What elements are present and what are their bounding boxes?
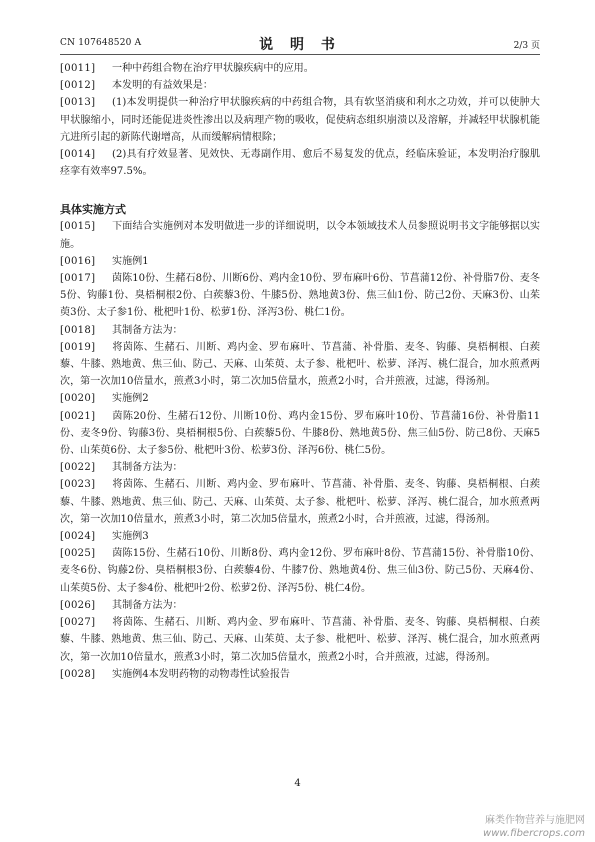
- paragraph: [60, 614, 540, 666]
- paragraph-text: 其制备方法为：: [112, 599, 183, 611]
- paragraph: [60, 476, 540, 528]
- paragraph: [60, 339, 540, 391]
- paragraph: [60, 146, 540, 180]
- paragraph-number: [0024]: [60, 531, 96, 543]
- paragraph-number: [0011]: [60, 63, 96, 74]
- paragraph-text: 实施例1: [112, 255, 149, 267]
- paragraph-number: [0026]: [60, 599, 96, 611]
- patent-number: CN 107648520 A: [60, 38, 142, 48]
- paragraph-number: [0025]: [60, 548, 96, 560]
- paragraph-text: 实施例4本发明药物的动物毒性试验报告: [112, 668, 291, 680]
- paragraph-text: 一种中药组合物在治疗甲状腺疾病中的应用。: [112, 63, 314, 74]
- watermark: [483, 814, 585, 840]
- paragraph-text: 茵陈20份、生赭石12份、川断10份、鸡内金15份、罗布麻叶10份、节菖蒲16份、补骨脂11份、麦冬9份、钩藤3份、臭梧桐根5份、白蒺藜5份、牛膝8份、熟地黄5份、焦三仙5份、防己8份、天麻5份、山茱萸6份、太子参5份、枇杷叶3份、松萝3份、泽泻6份、桃仁5份。: [60, 410, 540, 457]
- paragraph-text: 将茵陈、生赭石、川断、鸡内金、罗布麻叶、节菖蒲、补骨脂、麦冬、钩藤、臭梧桐根、白蒺藜、牛膝、熟地黄、焦三仙、防己、天麻、山茱萸、太子参、枇杷叶、松萝、泽泻、桃仁混合，加水煎煮两次，第一次加10倍量水，煎煮3小时，第二次加5倍量水，煎煮2小时，合并煎液，过滤，得汤剂。: [60, 479, 540, 525]
- document-title: 说 明 书: [259, 37, 341, 53]
- paragraph-number: [0012]: [60, 80, 96, 92]
- document-body: [60, 60, 540, 683]
- paragraph-text: 其制备方法为：: [112, 462, 183, 474]
- page-info: 2/3 页: [513, 41, 540, 51]
- paragraph-text: 其制备方法为：: [112, 324, 183, 336]
- section-spacer: [60, 180, 540, 201]
- paragraph: [60, 597, 540, 614]
- watermark-line2: www.fibercrops.com: [483, 828, 585, 839]
- paragraph: [60, 459, 540, 476]
- paragraph: [60, 270, 540, 322]
- paragraph: [60, 253, 540, 270]
- paragraph-number: [0022]: [60, 462, 96, 474]
- paragraph-number: [0023]: [60, 479, 96, 491]
- paragraph: [60, 94, 540, 146]
- paragraph-number: [0019]: [60, 341, 96, 353]
- paragraph: [60, 528, 540, 545]
- paragraph-text: 本发明的有益效果是：: [112, 80, 213, 92]
- section-heading: 具体实施方式: [60, 203, 126, 217]
- paragraph-number: [0015]: [60, 221, 96, 233]
- paragraph: [60, 408, 540, 460]
- paragraph-text: (2)具有疗效显著、见效快、无毒副作用、愈后不易复发的优点，经临床验证，本发明治疗腺肌痉挛有效率97.5%。: [60, 149, 540, 178]
- paragraph-number: [0028]: [60, 668, 96, 680]
- paragraph-number: [0021]: [60, 410, 96, 422]
- paragraph-text: 茵陈15份、生赭石10份、川断8份、鸡内金12份、罗布麻叶8份、节菖蒲15份、补骨脂10份、麦冬6份、钩藤2份、臭梧桐根3份、白蒺藜4份、牛膝7份、熟地黄4份、焦三仙3份、防己5份、天麻4份、山茱萸5份、太子参4份、枇杷叶2份、松萝2份、泽泻5份、桃仁4份。: [60, 548, 540, 594]
- paragraph: [60, 322, 540, 339]
- paragraph-text: 将茵陈、生赭石、川断、鸡内金、罗布麻叶、节菖蒲、补骨脂、麦冬、钩藤、臭梧桐根、白蒺藜、牛膝、熟地黄、焦三仙、防己、天麻、山茱萸、太子参、枇杷叶、松萝、泽泻、桃仁混合，加水煎煮两次，第一次加10倍量水，煎煮3小时，第二次加5倍量水，煎煮2小时，合并煎液，过滤，得汤剂。: [60, 341, 540, 388]
- paragraph: [60, 60, 540, 77]
- paragraph-text: 茵陈10份、生赭石8份、川断6份、鸡内金10份、罗布麻叶6份、节菖蒲12份、补骨脂7份、麦冬5份、钩藤1份、臭梧桐根2份、白蒺藜3份、牛膝5份、熟地黄3份、焦三仙1份、防己2份、天麻3份、山茱萸3份、太子参1份、枇杷叶1份、松萝1份、泽泻3份、桃仁1份。: [60, 273, 540, 319]
- paragraph-number: [0017]: [60, 273, 96, 285]
- paragraph: [60, 666, 540, 683]
- page-header: [60, 32, 540, 55]
- paragraph-text: 实施例3: [112, 531, 149, 543]
- paragraph-list-top: [60, 60, 540, 180]
- paragraph: [60, 218, 540, 252]
- paragraph-number: [0013]: [60, 97, 96, 109]
- paragraph-text: 实施例2: [112, 393, 149, 405]
- paragraph-text: 将茵陈、生赭石、川断、鸡内金、罗布麻叶、节菖蒲、补骨脂、麦冬、钩藤、臭梧桐根、白蒺藜、牛膝、熟地黄、焦三仙、防己、天麻、山茱萸、太子参、枇杷叶、松萝、泽泻、桃仁混合，加水煎煮两次，第一次加10倍量水，煎煮3小时，第二次加5倍量水，煎煮2小时，合并煎液，过滤，得汤剂。: [60, 617, 540, 663]
- page-number: 4: [294, 778, 301, 789]
- watermark-line1: 麻类作物营养与施肥网: [485, 815, 585, 826]
- paragraph-number: [0020]: [60, 393, 96, 405]
- paragraph-number: [0027]: [60, 617, 96, 629]
- paragraph-list-bottom: [60, 218, 540, 682]
- paragraph-text: (1)本发明提供一种治疗甲状腺疾病的中药组合物，具有软坚消痰和利水之功效，并可以使肿大甲状腺缩小，同时还能促进炎性渗出以及病理产物的吸收，促使病态组织崩溃以及溶解，并减轻甲状腺机能亢进所引起的新陈代谢增高，从而缓解病情根除；: [60, 97, 540, 143]
- paragraph: [60, 77, 540, 94]
- paragraph-text: 下面结合实施例对本发明做进一步的详细说明，以令本领域技术人员参照说明书文字能够据以实施。: [60, 221, 540, 250]
- paragraph: [60, 545, 540, 597]
- paragraph: [60, 390, 540, 407]
- paragraph-number: [0016]: [60, 255, 96, 267]
- paragraph-number: [0014]: [60, 149, 96, 161]
- paragraph-number: [0018]: [60, 324, 96, 336]
